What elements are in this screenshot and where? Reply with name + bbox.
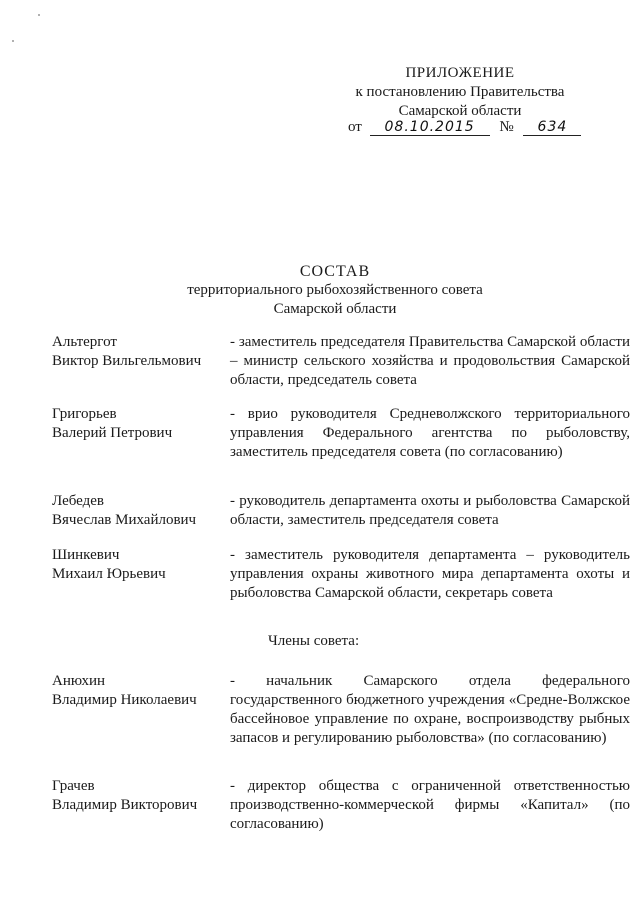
member-surname: Альтергот — [52, 334, 117, 350]
appendix-line-2: Самарской области — [398, 103, 522, 119]
member-given-name: Владимир Николаевич — [52, 692, 197, 708]
member-name — [52, 492, 232, 530]
member-name — [52, 777, 232, 815]
member-name — [52, 405, 232, 443]
scan-speck — [38, 14, 40, 16]
member-surname: Анюхин — [52, 673, 106, 689]
heading-title: СОСТАВ — [299, 263, 371, 280]
member-surname: Шинкевич — [52, 547, 120, 563]
number-label: № — [499, 119, 514, 135]
member-given-name: Вячеслав Михайлович — [52, 512, 197, 528]
scan-speck — [12, 40, 14, 42]
composition-heading — [140, 262, 530, 319]
member-role: - начальник Самарского отдела федерального государственного бюджетного учреждения «Средне-Волжское бассейновое управление по охране, воспроизводству рыбных запасов и регулированию рыболовства» (по согласованию) — [230, 673, 630, 746]
member-surname: Лебедев — [52, 493, 104, 509]
member-name — [52, 333, 232, 371]
member-role: - заместитель руководителя департамента – руководитель управления охраны животного мира департамента охоты и рыболовства Самарской области, секретарь совета — [230, 547, 630, 601]
appendix-line-1: к постановлению Правительства — [355, 84, 565, 100]
member-given-name: Владимир Викторович — [52, 797, 198, 813]
heading-line-1: территориального рыбохозяйственного совета — [187, 282, 483, 298]
member-surname: Грачев — [52, 778, 95, 794]
council-members-label: Члены совета: — [268, 633, 360, 649]
appendix-title: ПРИЛОЖЕНИЕ — [405, 65, 515, 81]
member-role: - заместитель председателя Правительства Самарской области – министр сельского хозяйства и продовольствия Самарской области, председатель совета — [230, 334, 630, 388]
appendix-date-line — [348, 119, 581, 136]
member-name — [52, 672, 232, 710]
heading-line-2: Самарской области — [273, 301, 397, 317]
member-surname: Григорьев — [52, 406, 117, 422]
from-label: от — [348, 119, 362, 135]
member-given-name: Виктор Вильгельмович — [52, 353, 202, 369]
member-name — [52, 546, 232, 584]
appendix-block — [330, 64, 590, 121]
member-given-name: Михаил Юрьевич — [52, 566, 166, 582]
member-role: - врио руководителя Средневолжского территориального управления Федерального агентства по рыболовству, заместитель председателя совета (по согласованию) — [230, 406, 630, 460]
member-role: - директор общества с ограниченной ответственностью производственно-коммерческой фирмы «Капитал» (по согласованию) — [230, 778, 630, 832]
member-given-name: Валерий Петрович — [52, 425, 173, 441]
member-role: - руководитель департамента охоты и рыболовства Самарской области, заместитель председателя совета — [230, 493, 630, 528]
handwritten-number: 634 — [523, 119, 581, 136]
handwritten-date: 08.10.2015 — [370, 119, 490, 136]
